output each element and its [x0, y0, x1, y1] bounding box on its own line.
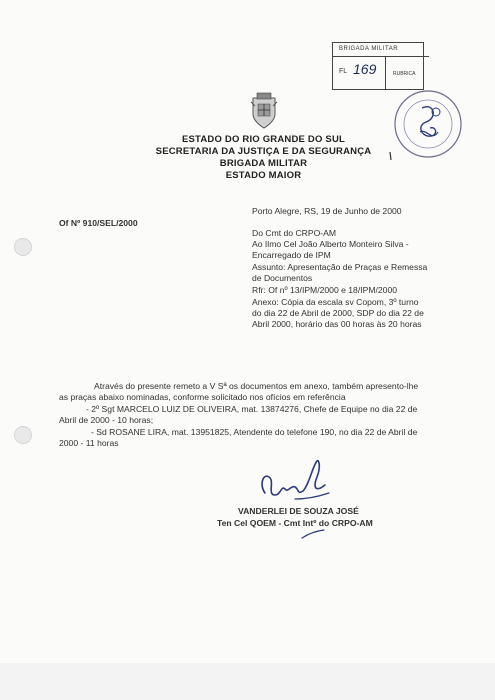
stamp-divider — [385, 57, 386, 89]
header-brigade: BRIGADA MILITAR — [219, 158, 308, 169]
letter-to-line: Encarregado de IPM — [252, 250, 331, 260]
header-staff: ESTADO MAIOR — [225, 170, 302, 181]
letter-subject-line: Assunto: Apresentação de Praças e Remessa — [252, 262, 428, 272]
letter-body-line: as praças abaixo nominadas, conforme solicitado nos ofícios em referência — [59, 392, 346, 402]
punch-hole-bottom — [14, 426, 32, 444]
punch-hole-top — [14, 238, 32, 256]
stamp-fl-label: FL — [339, 68, 348, 75]
letter-subject-line: de Documentos — [252, 273, 313, 283]
stamp-page-number: 169 — [353, 61, 377, 77]
scan-bottom-band — [0, 663, 495, 700]
handwritten-signature-icon — [255, 455, 335, 505]
letter-annex-line: Abril 2000, horário das 00 horas às 20 horas — [252, 319, 422, 329]
letter-annex-line: do dia 22 de Abril de 2000, SDP do dia 22 de — [252, 308, 424, 318]
coat-of-arms-icon — [249, 92, 279, 130]
letter-body-line: 2000 - 11 horas — [59, 438, 119, 448]
ink-dash-icon — [300, 528, 326, 540]
letter-body-line: Através do presente remeto a V Sª os documentos em anexo, também apresento-lhe — [94, 381, 419, 391]
letter-from: Do Cmt do CRPO-AM — [252, 228, 337, 238]
protocol-stamp-box — [332, 42, 424, 90]
letter-to-line: Ao Ilmo Cel João Alberto Monteiro Silva - — [252, 239, 409, 249]
signer-name: VANDERLEI DE SOUZA JOSÉ — [238, 506, 359, 516]
header-state: ESTADO DO RIO GRANDE DO SUL — [181, 134, 346, 145]
letter-body-line: - 2º Sgt MARCELO LUIZ DE OLIVEIRA, mat. 13874276, Chefe de Equipe no dia 22 de — [86, 404, 418, 414]
header-secretariat: SECRETARIA DA JUSTIÇA E DA SEGURANÇA — [155, 146, 372, 157]
stamp-rubrica-label: RUBRICA — [393, 71, 416, 77]
signer-title: Ten Cel QOEM - Cmt Intº do CRPO-AM — [217, 518, 373, 528]
letter-body-line: - Sd ROSANE LIRA, mat. 13951825, Atendente do telefone 190, no dia 22 de Abril de — [91, 427, 418, 437]
letter-body-line: Abril de 2000 - 10 horas; — [59, 415, 154, 425]
letter-reference: Of Nº 910/SEL/2000 — [59, 218, 138, 228]
stamp-org: BRIGADA MILITAR — [333, 43, 429, 57]
letter-refs: Rfr: Of nº 13/IPM/2000 e 18/IPM/2000 — [252, 285, 398, 295]
letter-annex-line: Anexo: Cópia da escala sv Copom, 3º turno — [252, 297, 419, 307]
letter-place-date: Porto Alegre, RS, 19 de Junho de 2000 — [252, 206, 402, 216]
